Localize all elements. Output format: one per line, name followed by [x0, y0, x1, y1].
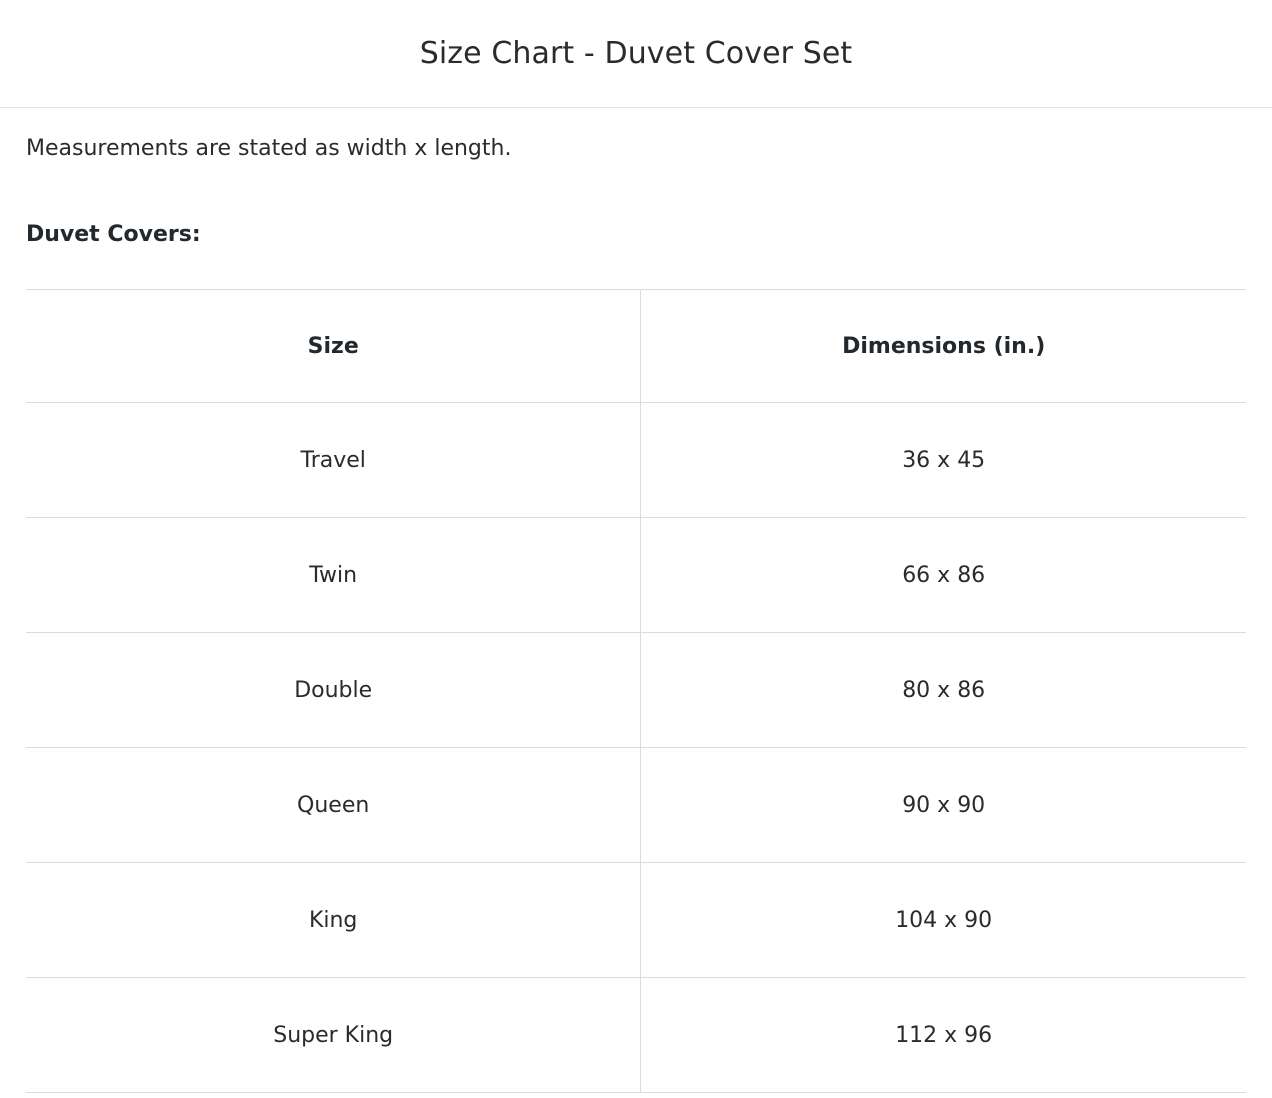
column-header-size: Size [26, 290, 641, 403]
cell-size: Super King [26, 978, 641, 1093]
cell-size: Queen [26, 748, 641, 863]
cell-size: Travel [26, 403, 641, 518]
page-title: Size Chart - Duvet Cover Set [419, 35, 853, 71]
cell-dimensions: 112 x 96 [641, 978, 1246, 1093]
table-row [26, 403, 1246, 518]
table-row [26, 633, 1246, 748]
table-row [26, 978, 1246, 1093]
table-row [26, 518, 1246, 633]
cell-size: King [26, 863, 641, 978]
table-row [26, 748, 1246, 863]
table-header [26, 290, 1246, 403]
section-heading-duvet-covers: Duvet Covers: [26, 222, 201, 247]
modal-body [0, 108, 1272, 1093]
cell-dimensions: 104 x 90 [641, 863, 1246, 978]
intro-text: Measurements are stated as width x length. [26, 136, 512, 161]
cell-dimensions: 36 x 45 [641, 403, 1246, 518]
cell-dimensions: 90 x 90 [641, 748, 1246, 863]
cell-size: Twin [26, 518, 641, 633]
cell-size: Double [26, 633, 641, 748]
cell-dimensions: 80 x 86 [641, 633, 1246, 748]
modal-header [0, 0, 1272, 108]
cell-dimensions: 66 x 86 [641, 518, 1246, 633]
table-body [26, 403, 1246, 1093]
size-chart-table [26, 289, 1246, 1093]
table-header-row [26, 290, 1246, 403]
table-row [26, 863, 1246, 978]
column-header-dimensions: Dimensions (in.) [641, 290, 1246, 403]
